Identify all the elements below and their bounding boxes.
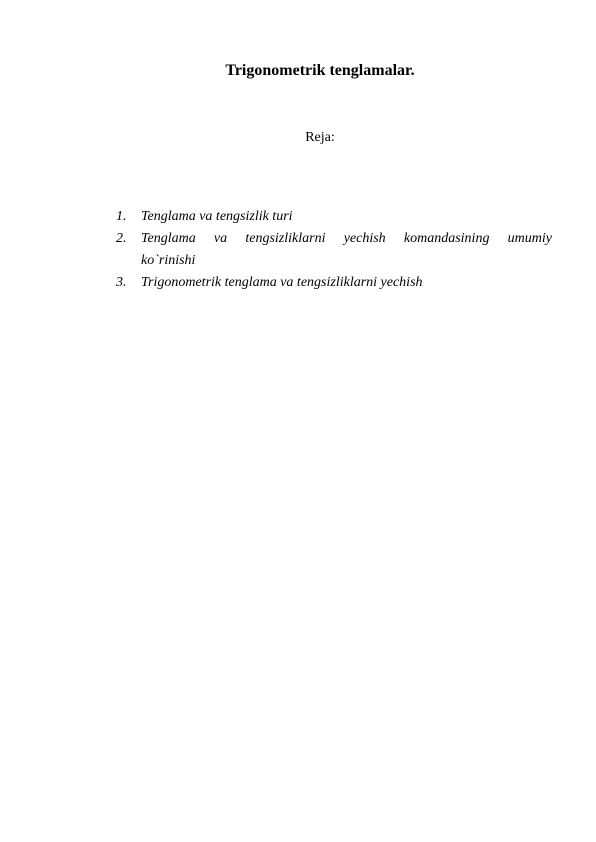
plan-item-3 bbox=[116, 272, 552, 294]
plan-list bbox=[116, 206, 552, 294]
plan-item-1 bbox=[116, 206, 552, 228]
plan-item-number: 2. bbox=[116, 231, 127, 246]
plan-item-2 bbox=[116, 228, 552, 250]
plan-item-number: 1. bbox=[116, 209, 127, 224]
plan-item-text: Trigonometrik tenglama va tengsizliklarni yechish bbox=[141, 275, 423, 290]
plan-item-text: Tenglama va tengsizlik turi bbox=[141, 209, 293, 224]
page-title: Trigonometrik tenglamalar. bbox=[225, 62, 415, 79]
plan-item-number: 3. bbox=[116, 275, 127, 290]
plan-item-text: Tenglama va tengsizliklarni yechish komandasining umumiy bbox=[141, 231, 552, 246]
plan-heading: Reja: bbox=[305, 130, 335, 145]
plan-item-2-continuation bbox=[116, 250, 552, 272]
plan-item-text-continuation: ko`rinishi bbox=[141, 253, 196, 268]
